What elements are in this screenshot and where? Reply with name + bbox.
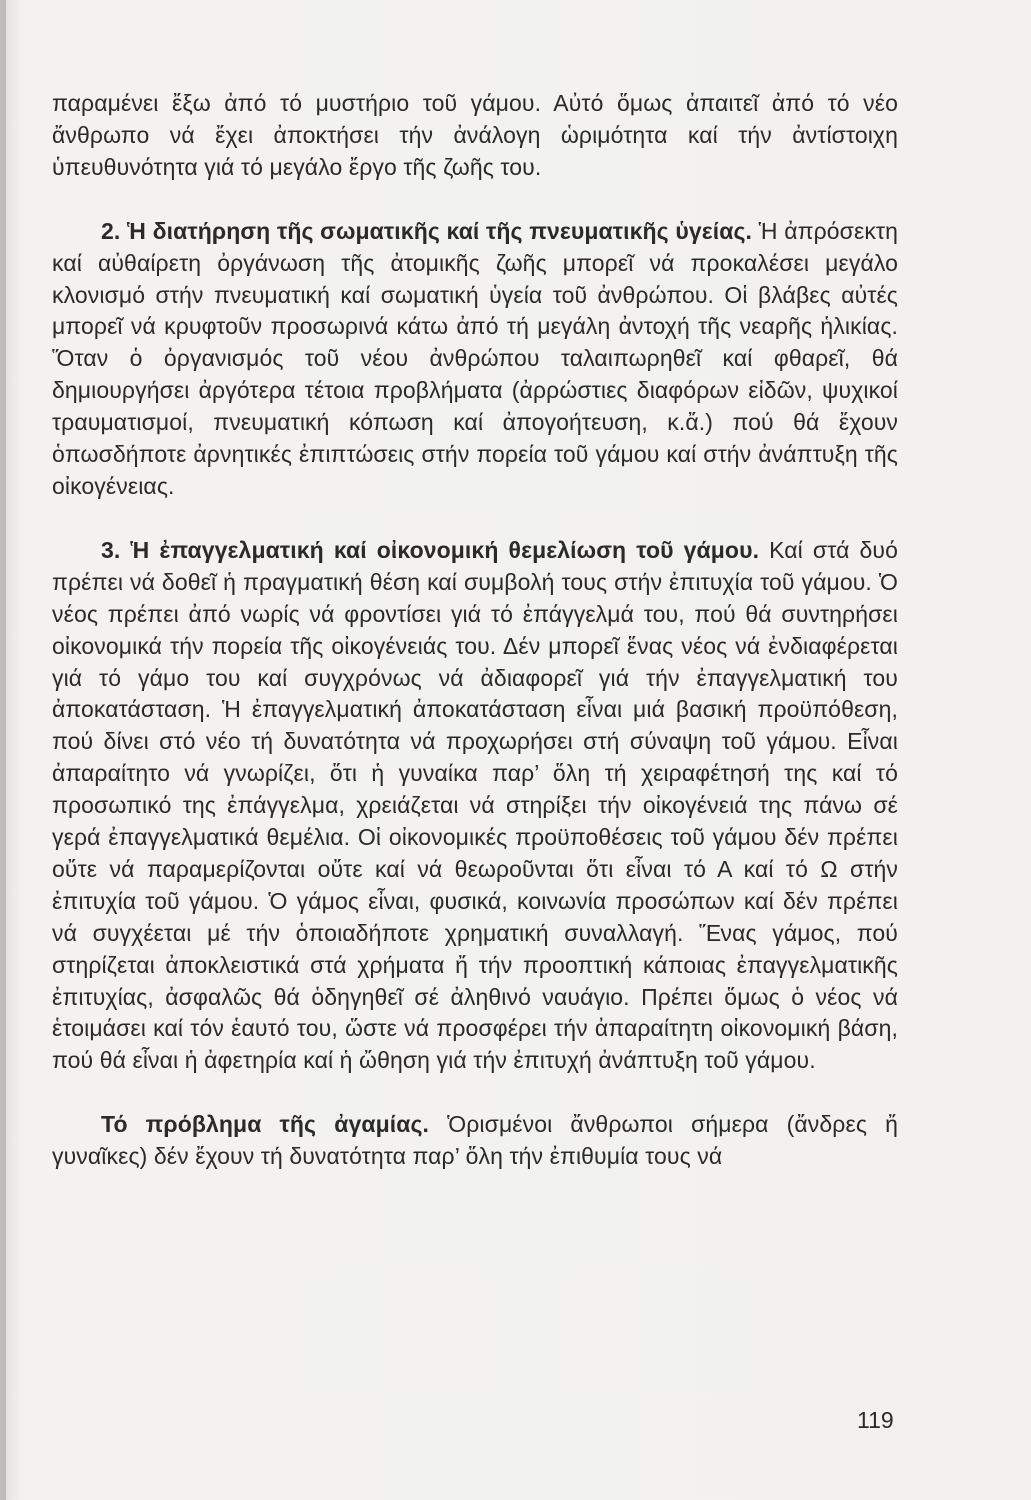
paragraph-body: παραμένει ἔξω ἀπό τό μυστήριο τοῦ γάμου. Αὐτό ὅμως ἀπαιτεῖ ἀπό τό νέο ἄνθρωπο νά ἔχει ἀποκτήσει τήν ἀνάλογη ὡριμότητα καί τήν ἀντίστοιχη ὑπευθυνότητα γιά τό μεγάλο ἔργο τῆς ζωῆς του. bbox=[52, 90, 898, 180]
paragraph-health bbox=[52, 216, 898, 503]
paragraph-celibacy bbox=[52, 1109, 898, 1173]
paragraph-body: Καί στά δυό πρέπει νά δοθεῖ ἡ πραγματική θέση καί συμβολή τους στήν ἐπιτυχία τοῦ γάμου. Ὁ νέος πρέπει ἀπό νωρίς νά φροντίσει γιά τό ἐπάγγελμά του, πού θά συντηρήσει οἰκονομικά τήν πορεία τῆς οἰκογένειάς του. Δέν μπορεῖ ἕνας νέος νά ἐνδιαφέρεται γιά τό γάμο του καί συγχρόνως νά ἀδιαφορεῖ γιά τήν ἐπαγγελματική του ἀποκατάσταση. Ἡ ἐπαγγελματική ἀποκατάσταση εἶναι μιά βασική προϋπόθεση, πού δίνει στό νέο τή δυνατότητα νά προχωρήσει στή σύναψη τοῦ γάμου. Εἶναι ἀπαραίτητο νά γνωρίζει, ὅτι ἡ γυναίκα παρ’ ὅλη τή χειραφέτησή της καί τό προσωπικό της ἐπάγγελμα, χρειάζεται νά στηρίξει τήν οἰκογένειά της πάνω σέ γερά ἐπαγγελματικά θεμέλια. Οἱ οἰκονομικές προϋποθέσεις τοῦ γάμου δέν πρέπει οὔτε νά παραμερίζονται οὔτε καί νά θεωροῦνται ὅτι εἶναι τό Α καί τό Ω στήν ἐπιτυχία τοῦ γάμου. Ὁ γάμος εἶναι, φυσικά, κοινωνία προσώπων καί δέν πρέπει νά συγχέεται μέ τήν ὁποιαδήποτε χρηματική συναλλαγή. Ἕνας γάμος, πού στηρίζεται ἀποκλειστικά στά χρήματα ἤ τήν προοπτική κάποιας ἐπαγγελματικῆς ἐπιτυχίας, ἀσφαλῶς θά ὁδηγηθεῖ σέ ἀληθινό ναυάγιο. Πρέπει ὅμως ὁ νέος νά ἑτοιμάσει καί τόν ἑαυτό του, ὥστε νά προσφέρει τήν ἀπαραίτητη οἰκονομική βάση, πού θά εἶναι ἡ ἀφετηρία καί ἡ ὤθηση γιά τήν ἐπιτυχή ἀνάπτυξη τοῦ γάμου. bbox=[52, 536, 898, 1074]
paragraph-body: Ὁρισμένοι ἄνθρωποι σήμερα (ἄνδρες ἤ γυναῖκες) δέν ἔχουν τή δυνατότητα παρ’ ὅλη τήν ἐπιθυμία τους νά bbox=[52, 1111, 898, 1170]
page-number: 119 bbox=[857, 1407, 894, 1433]
page-spine-shadow bbox=[0, 0, 6, 1500]
section-heading-health: 2. Ἡ διατήρηση τῆς σωματικῆς καί τῆς πνευματικῆς ὑγείας. bbox=[101, 217, 753, 244]
section-heading-economic: 3. Ἡ ἐπαγγελματική καί οἰκονομική θεμελίωση τοῦ γάμου. bbox=[101, 536, 760, 563]
paragraph-continuation bbox=[52, 88, 898, 184]
paragraph-economic bbox=[52, 535, 898, 1077]
section-heading-celibacy: Τό πρόβλημα τῆς ἀγαμίας. bbox=[101, 1111, 430, 1138]
paragraph-body: Ἡ ἀπρόσεκτη καί αὐθαίρετη ὀργάνωση τῆς ἀτομικῆς ζωῆς μπορεῖ νά προκαλέσει μεγάλο κλονισμό στήν πνευματική καί σωματική ὑγεία τοῦ ἀνθρώπου. Οἱ βλάβες αὐτές μπορεῖ νά κρυφτοῦν προσωρινά κάτω ἀπό τή μεγάλη ἀντοχή τῆς νεαρῆς ἡλικίας. Ὅταν ὁ ὀργανισμός τοῦ νέου ἀνθρώπου ταλαιπωρηθεῖ καί φθαρεῖ, θά δημιουργήσει ἀργότερα τέτοια προβλήματα (ἀρρώστιες διαφόρων εἰδῶν, ψυχικοί τραυματισμοί, πνευματική κόπωση καί ἀπογοήτευση, κ.ἄ.) πού θά ἔχουν ὁπωσδήποτε ἀρνητικές ἐπιπτώσεις στήν πορεία τοῦ γάμου καί στήν ἀνάπτυξη τῆς οἰκογένειας. bbox=[52, 217, 898, 499]
page-text bbox=[52, 88, 898, 1173]
